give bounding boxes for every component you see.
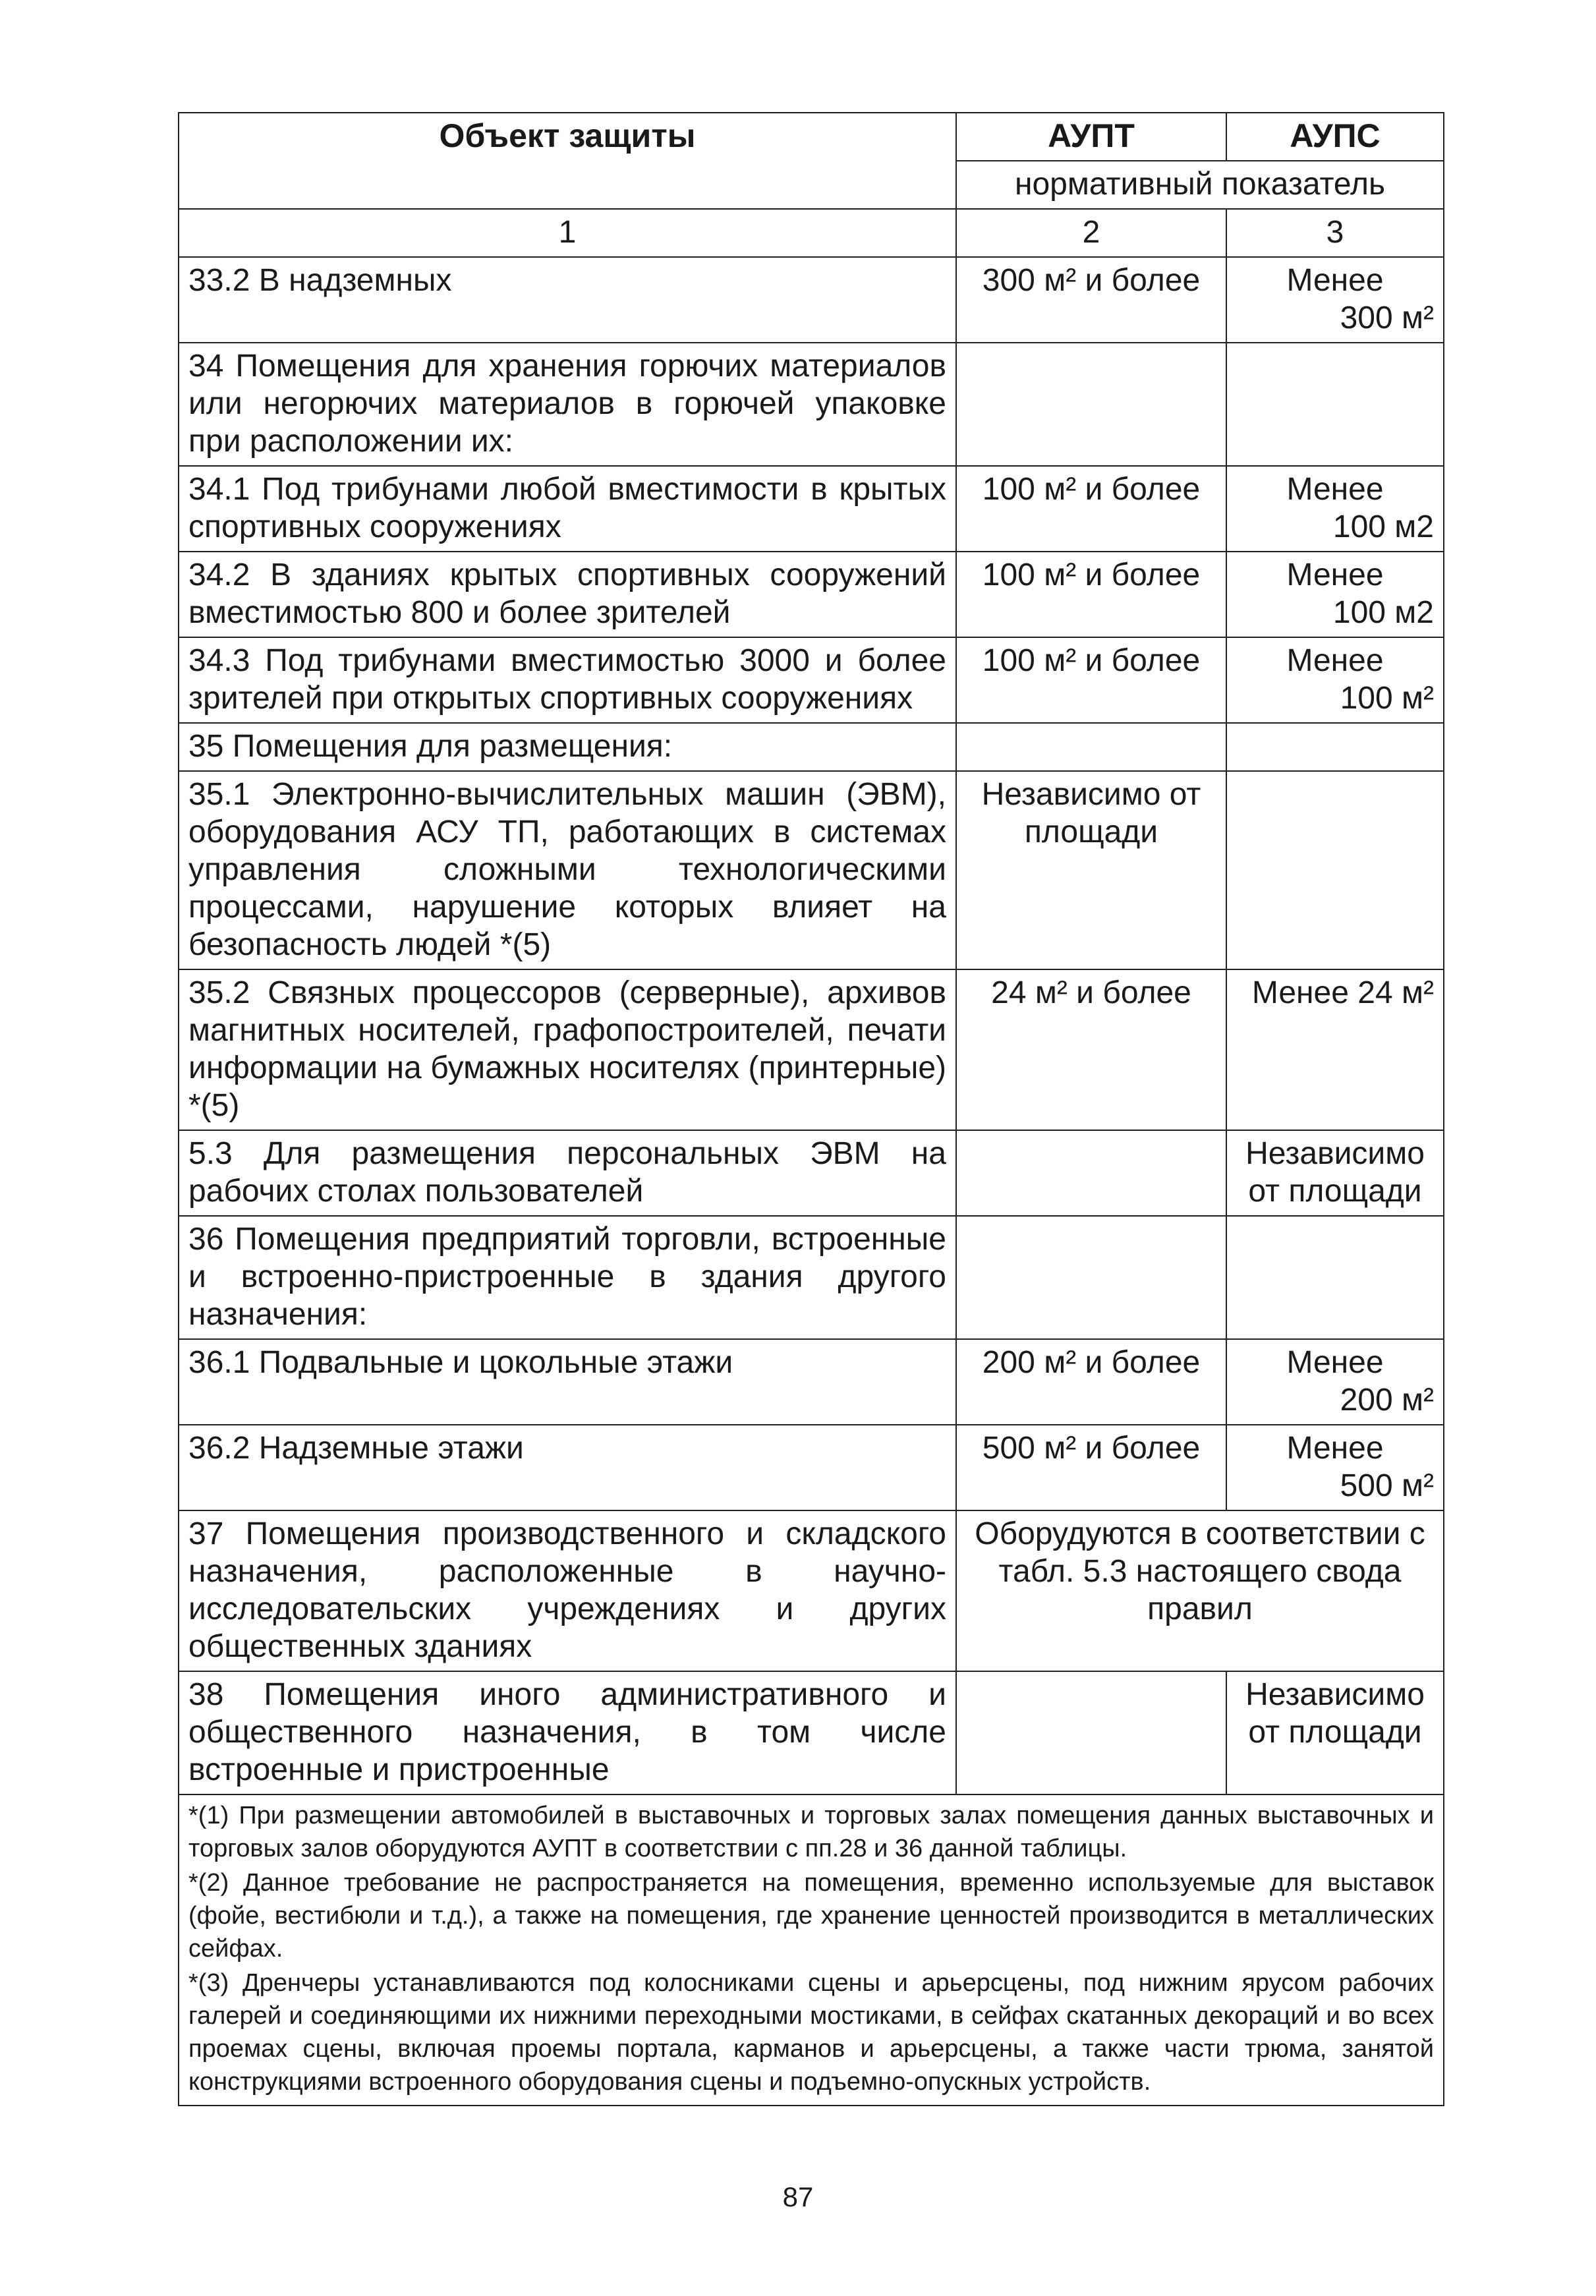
- header-normative: нормативный показатель: [956, 161, 1444, 209]
- merged-requirement-cell: Оборудуются в соответствии с табл. 5.3 настоящего свода правил: [956, 1510, 1444, 1671]
- aups-line-1: Менее: [1286, 263, 1384, 298]
- object-cell: 34.3 Под трибунами вместимостью 3000 и более зрителей при открытых спортивных сооружениях: [179, 637, 956, 723]
- aups-cell: [1226, 466, 1444, 552]
- table-row: [179, 1130, 1444, 1216]
- table-row: [179, 637, 1444, 723]
- table-row: [179, 771, 1444, 969]
- column-number-1: 1: [179, 209, 956, 257]
- aupt-cell: 500 м² и более: [956, 1425, 1226, 1510]
- table-row: [179, 343, 1444, 466]
- object-cell: 35.1 Электронно-вычислительных машин (ЭВМ), оборудования АСУ ТП, работающих в системах управления сложными технологическими процессами, нарушение которых влияет на безопасность людей *(5): [179, 771, 956, 969]
- aupt-cell: 100 м² и более: [956, 552, 1226, 637]
- footnote-1: *(1) При размещении автомобилей в выставочных и торговых залах помещения данных выставочных и торговых залов оборудуются АУПТ в соответствии с пп.28 и 36 данной таблицы.: [188, 1802, 1434, 1862]
- table-row: [179, 466, 1444, 552]
- table-row: [179, 1216, 1444, 1339]
- object-cell: 33.2 В надземных: [179, 257, 956, 343]
- object-cell: 38 Помещения иного административного и общественного назначения, в том числе встроенные и пристроенные: [179, 1671, 956, 1794]
- table-row: [179, 969, 1444, 1130]
- aups-cell: [1226, 1425, 1444, 1510]
- aupt-cell: 100 м² и более: [956, 466, 1226, 552]
- header-aups: АУПС: [1226, 113, 1444, 161]
- aupt-cell: [956, 343, 1226, 466]
- aups-cell: [1226, 257, 1444, 343]
- header-object: Объект защиты: [179, 113, 956, 209]
- aups-line-1: Независимо: [1245, 1677, 1425, 1712]
- aups-cell: [1226, 723, 1444, 771]
- aupt-cell: Независимо от площади: [956, 771, 1226, 969]
- footnote-3: *(3) Дренчеры устанавливаются под колосниками сцены и арьерсцены, под нижним ярусом рабочих галерей и соединяющими их нижними переходными мостиками, в сейфах скатанных декораций и во всех проемах сцены, включая проемы портала, карманов и арьерсцены, а также части трюма, занятой конструкциями встроенного оборудования сцены и подъемно-опускных устройств.: [188, 1969, 1434, 2096]
- column-number-row: [179, 209, 1444, 257]
- protection-table: [178, 112, 1444, 2106]
- aups-cell: [1226, 552, 1444, 637]
- aups-line-2: 100 м²: [1340, 681, 1434, 716]
- table-row: [179, 1425, 1444, 1510]
- aupt-cell: [956, 1216, 1226, 1339]
- aups-cell: Менее 24 м²: [1226, 969, 1444, 1130]
- object-cell: 35 Помещения для размещения:: [179, 723, 956, 771]
- aups-cell: [1226, 1130, 1444, 1216]
- footnotes-cell: [179, 1794, 1444, 2106]
- aups-line-1: Независимо: [1245, 1136, 1425, 1171]
- object-cell: 34.1 Под трибунами любой вместимости в крытых спортивных сооружениях: [179, 466, 956, 552]
- column-number-3: 3: [1226, 209, 1444, 257]
- aups-cell: [1226, 637, 1444, 723]
- object-cell: 5.3 Для размещения персональных ЭВМ на рабочих столах пользователей: [179, 1130, 956, 1216]
- aups-line-2: 200 м²: [1340, 1383, 1434, 1418]
- aupt-cell: 300 м² и более: [956, 257, 1226, 343]
- aupt-cell: [956, 1671, 1226, 1794]
- aups-line-2: 500 м²: [1340, 1468, 1434, 1503]
- column-number-2: 2: [956, 209, 1226, 257]
- object-cell: 37 Помещения производственного и складского назначения, расположенные в научно-исследовательских учреждениях и других общественных зданиях: [179, 1510, 956, 1671]
- aupt-cell: [956, 723, 1226, 771]
- notes-row: [179, 1794, 1444, 2106]
- aupt-cell: [956, 1130, 1226, 1216]
- object-cell: 34 Помещения для хранения горючих материалов или негорючих материалов в горючей упаковке при расположении их:: [179, 343, 956, 466]
- aups-cell: [1226, 343, 1444, 466]
- table-row: [179, 1339, 1444, 1425]
- aups-line-1: Менее: [1286, 1345, 1384, 1380]
- table-row: [179, 1671, 1444, 1794]
- header-aupt: АУПТ: [956, 113, 1226, 161]
- aups-line-1: Менее: [1286, 472, 1384, 507]
- aups-line-2: 300 м²: [1340, 301, 1434, 335]
- aupt-cell: 200 м² и более: [956, 1339, 1226, 1425]
- object-cell: 34.2 В зданиях крытых спортивных сооружений вместимостью 800 и более зрителей: [179, 552, 956, 637]
- page-number: 87: [782, 2181, 814, 2212]
- aups-line-2: от площади: [1248, 1174, 1422, 1209]
- aups-line-2: 100 м2: [1332, 595, 1434, 630]
- aups-line-1: Менее: [1286, 643, 1384, 678]
- footnote-2: *(2) Данное требование не распространяется на помещения, временно используемые для выставок (фойе, вестибюли и т.д.), а также на помещения, где хранение ценностей производится в металлических сейфах.: [188, 1869, 1434, 1963]
- aups-line-1: Менее: [1286, 558, 1384, 592]
- aups-line-1: Менее: [1286, 1431, 1384, 1466]
- object-cell: 36 Помещения предприятий торговли, встроенные и встроенно-пристроенные в здания другого назначения:: [179, 1216, 956, 1339]
- table-row: [179, 723, 1444, 771]
- table-row: [179, 552, 1444, 637]
- aupt-cell: 100 м² и более: [956, 637, 1226, 723]
- header-row: [179, 113, 1444, 161]
- table-row: [179, 1510, 1444, 1671]
- aups-line-2: от площади: [1248, 1715, 1422, 1750]
- aups-line-2: 100 м2: [1332, 509, 1434, 544]
- document-page: [178, 112, 1443, 2106]
- aups-cell: [1226, 1671, 1444, 1794]
- object-cell: 36.1 Подвальные и цокольные этажи: [179, 1339, 956, 1425]
- aups-cell: [1226, 1339, 1444, 1425]
- aupt-cell: 24 м² и более: [956, 969, 1226, 1130]
- table-row: [179, 257, 1444, 343]
- aups-cell: [1226, 1216, 1444, 1339]
- object-cell: 35.2 Связных процессоров (серверные), архивов магнитных носителей, графопостроителей, печати информации на бумажных носителях (принтерные) *(5): [179, 969, 956, 1130]
- aups-cell: [1226, 771, 1444, 969]
- object-cell: 36.2 Надземные этажи: [179, 1425, 956, 1510]
